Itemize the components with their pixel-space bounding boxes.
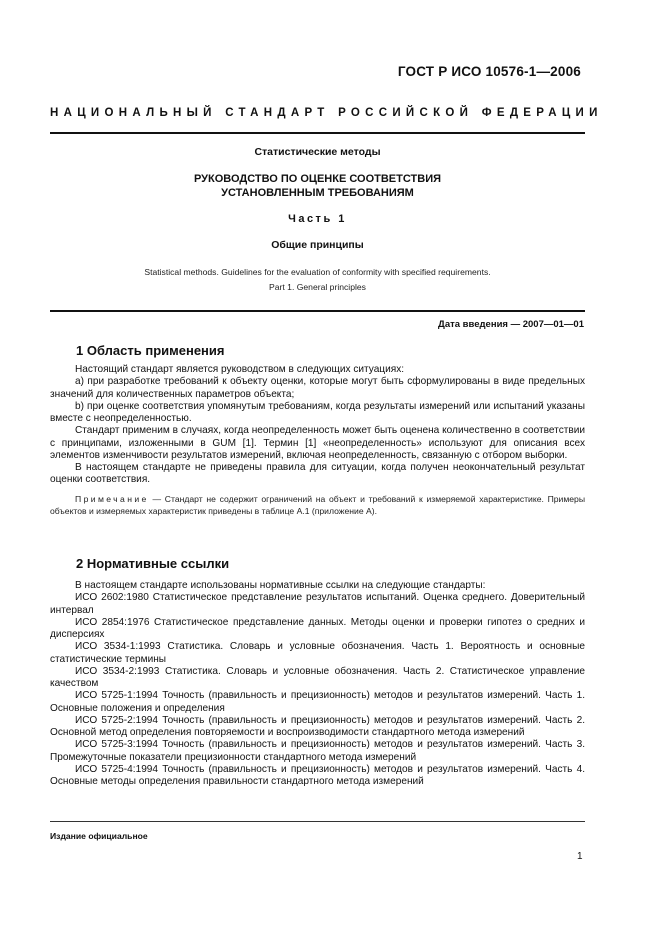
footer-divider <box>50 821 585 822</box>
paragraph: В настоящем стандарте использованы нормативные ссылки на следующие стандарты: <box>75 580 486 591</box>
note-label: Примечание <box>75 493 149 504</box>
note-paragraph <box>50 493 585 517</box>
reference-item: ИСО 3534-2:1993 Статистика. Словарь и условные обозначения. Часть 2. Статистическое управление качеством <box>50 665 585 689</box>
english-title-line-1: Statistical methods. Guidelines for the evaluation of conformity with specified requirements. <box>144 267 491 277</box>
title-divider <box>50 310 585 312</box>
section-1-body <box>50 364 585 517</box>
paragraph: Настоящий стандарт является руководством в следующих ситуациях: <box>75 364 405 375</box>
subject-title: Статистические методы <box>254 146 381 158</box>
section-2-heading: 2 Нормативные ссылки <box>76 556 230 571</box>
header-divider <box>50 132 585 134</box>
reference-item: ИСО 2854:1976 Статистическое представление данных. Методы оценки и проверки гипотез о средних и дисперсиях <box>50 616 585 640</box>
part-title: Общие принципы <box>271 239 364 251</box>
paragraph: Стандарт применим в случаях, когда неопределенность может быть оценена количественно в соответствии с принципами, изложенными в GUM [1]. Термин [1] «неопределенность» используют для описания всех элементов изменчивости результатов измерений, включая неопределенность, связанную с отбором выборки. <box>50 425 585 461</box>
reference-item: ИСО 5725-1:1994 Точность (правильность и прецизионность) методов и результатов измерений. Часть 1. Основные положения и определения <box>50 690 585 714</box>
reference-item: ИСО 3534-1:1993 Статистика. Словарь и условные обозначения. Часть 1. Вероятность и основные статистические термины <box>50 641 585 665</box>
official-edition-label: Издание официальное <box>50 831 148 841</box>
document-title-line-2: УСТАНОВЛЕННЫМ ТРЕБОВАНИЯМ <box>221 187 414 199</box>
reference-item: ИСО 2602:1980 Статистическое представление результатов испытаний. Оценка среднего. Доверительный интервал <box>50 592 585 616</box>
document-title-line-1: РУКОВОДСТВО ПО ОЦЕНКЕ СООТВЕТСТВИЯ <box>193 173 442 185</box>
section-2-body <box>50 580 585 788</box>
paragraph: В настоящем стандарте не приведены правила для ситуации, когда получен неокончательный результат оценки соответствия. <box>50 462 585 486</box>
reference-item: ИСО 5725-3:1994 Точность (правильность и прецизионность) методов и результатов измерений. Часть 3. Промежуточные показатели прецизионности стандартного метода измерений <box>50 739 585 763</box>
section-1-heading: 1 Область применения <box>76 343 225 358</box>
paragraph: a) при разработке требований к объекту оценки, которые могут быть сформулированы в виде предельных значений для количественных параметров объекта; <box>50 376 585 400</box>
paragraph: b) при оценке соответствия упомянутым требованиям, когда результаты измерений или испытаний указаны вместе с неопределенностью. <box>50 400 585 424</box>
part-label: Часть 1 <box>288 213 347 225</box>
reference-item: ИСО 5725-4:1994 Точность (правильность и прецизионность) методов и результатов измерений. Часть 4. Основные методы определения правильности стандартного метода измерений <box>50 763 585 787</box>
introduction-date: Дата введения — 2007—01—01 <box>438 319 584 330</box>
english-title-line-2: Part 1. General principles <box>269 282 366 292</box>
standard-code: ГОСТ Р ИСО 10576-1—2006 <box>397 64 581 79</box>
note-text: — Стандарт не содержит ограничений на объект и требований к измеряемой характеристике. Примеры объектов и измеряемых характеристик приведены в таблице А.1 (приложение А). <box>50 493 585 516</box>
page-number: 1 <box>577 851 583 862</box>
national-standard-banner: НАЦИОНАЛЬНЫЙ СТАНДАРТ РОССИЙСКОЙ ФЕДЕРАЦИИ <box>50 107 603 119</box>
reference-item: ИСО 5725-2:1994 Точность (правильность и прецизионность) методов и результатов измерений. Часть 2. Основной метод определения повторяемости и воспроизводимости стандартного метода измерений <box>50 714 585 738</box>
